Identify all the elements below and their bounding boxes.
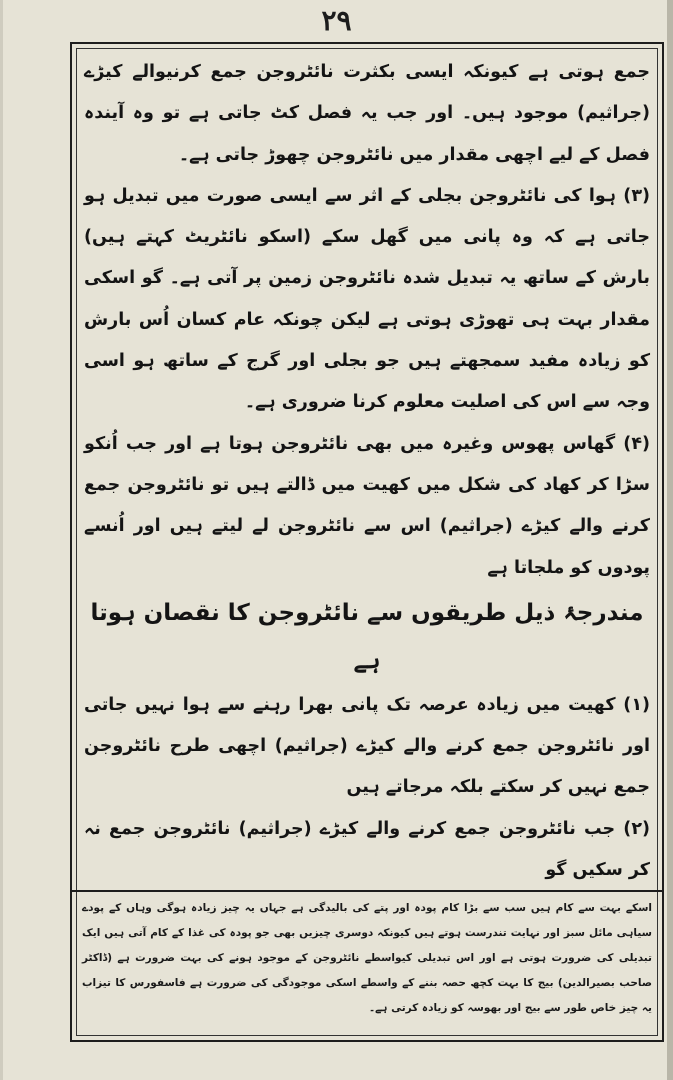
section-heading: مندرجۂ ذیل طریقوں سے نائٹروجن کا نقصان ہوتا ہے xyxy=(90,599,644,674)
loss-item-2: (۲) جب نائٹروجن جمع کرنے والے کیڑے (جراثیم) نائٹروجن جمع نہ کر سکیں گو xyxy=(84,818,650,881)
footnote-divider xyxy=(72,890,662,892)
loss-item-1: (۱) کھیت میں زیادہ عرصہ تک پانی بھرا رہنے سے ہوا نہیں جاتی اور نائٹروجن جمع کرنے والے کیڑے (جراثیم) اچھی طرح نائٹروجن جمع نہیں کر سکتے بلکہ مرجاتے ہیں xyxy=(84,694,650,798)
paragraph-continuation: جمع ہوتی ہے کیونکہ ایسی بکثرت نائٹروجن جمع کرنیوالے کیڑے (جراثیم) موجود ہیں۔ اور جب یہ فصل کٹ جاتی ہے تو وہ آیندہ فصل کے لیے اچھی مقدار میں نائٹروجن چھوڑ جاتی ہے۔ xyxy=(84,62,650,165)
paragraph-point-4: (۴) گھاس پھوس وغیرہ میں بھی نائٹروجن ہوتا ہے اور جب اُنکو سڑا کر کھاد کی شکل میں کھیت میں ڈالتے ہیں تو نائٹروجن جمع کرنے والے کیڑے (جراثیم) اس سے نائٹروجن لے لیتے ہیں اور اُنسے پودوں کو ملجاتا ہے xyxy=(84,433,650,578)
page-left-edge xyxy=(0,0,3,1080)
footnote-text: اسکے بہت سے کام ہیں سب سے بڑا کام پودہ اور پتے کی بالیدگی ہے جہاں یہ چیز زیادہ ہوگی وہاں کے پودے سیاہی مائل سبز اور نہایت تندرست ہوتے ہیں کیونکہ دوسری چیزیں بھی جو پودہ کی غذا کے کام آتی ہیں ایک تبدیلی کی ضرورت ہوتی ہے اور اس تبدیلی کیواسطے نائٹروجن کے موجود ہونے کی بہت ضرورت ہے (ڈاکٹر صاحب بصیرالدین) بیج کا بہت کچھ حصہ بننے کے واسطے اسکی موجودگی کی ضرورت ہے فاسفورس کا تیزاب یہ چیز خاص طور سے بیج اور بھوسہ کو زیادہ کرتی ہے۔ xyxy=(82,902,652,1014)
page-border-frame xyxy=(70,42,664,1042)
paragraph-point-3: (۳) ہوا کی نائٹروجن بجلی کے اثر سے ایسی صورت میں تبدیل ہو جاتی ہے کہ وہ پانی میں گھل سکے (اسکو نائٹریٹ کہتے ہیں) بارش کے ساتھ یہ تبدیل شدہ نائٹروجن زمین پر آتی ہے۔ گو اسکی مقدار بہت ہی تھوڑی ہوتی ہے لیکن چونکہ عام کسان اُس بارش کو زیادہ مفید سمجھتے ہیں جو بجلی اور گرج کے ساتھ ہو اسی وجہ سے اس کی اصلیت معلوم کرنا ضروری ہے۔ xyxy=(84,185,650,413)
page-right-edge xyxy=(667,0,673,1080)
main-text-block xyxy=(84,52,650,882)
page-number: ۲۹ xyxy=(321,4,352,37)
